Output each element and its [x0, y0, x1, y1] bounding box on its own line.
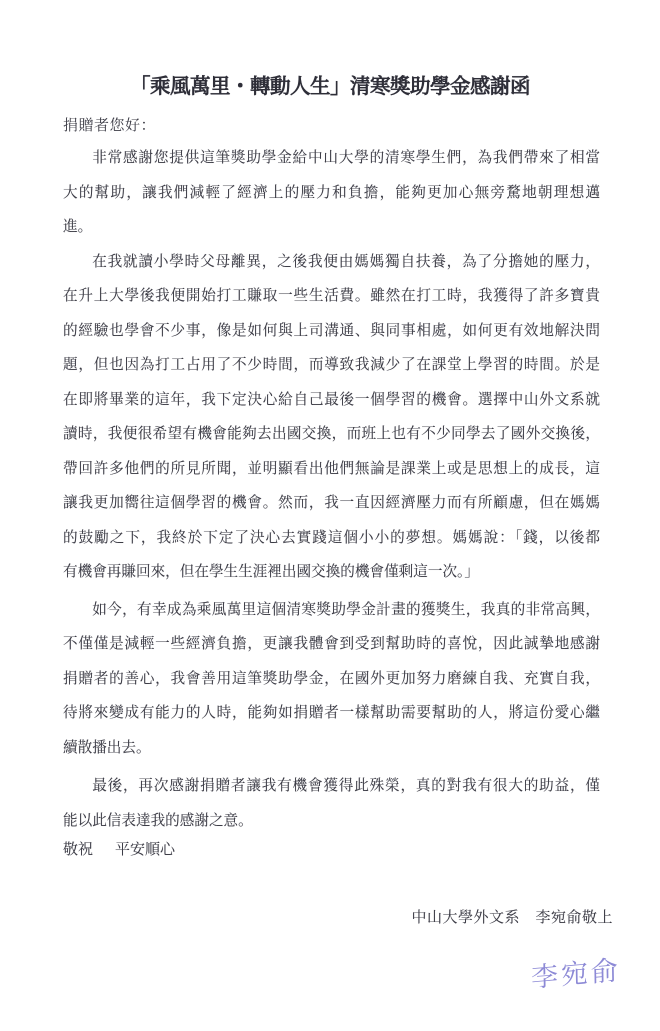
- letter-line: 大的幫助，讓我們減輕了經濟上的壓力和負擔，能夠更加心無旁騖地朝理想邁: [63, 184, 600, 201]
- closing-blessing: 平安順心: [115, 842, 176, 858]
- letter-line: 的鼓勵之下，我終於下定了決心去實踐這個小小的夢想。媽媽說：「錢，以後都: [63, 529, 600, 546]
- letter-title: 「乘風萬里・轉動人生」清寒獎助學金感謝函: [130, 76, 530, 98]
- letter-line: 在升上大學後我便開始打工賺取一些生活費。雖然在打工時，我獲得了許多寶貴: [63, 288, 600, 304]
- letter-line: 能以此信表達我的感謝之意。: [63, 812, 253, 829]
- letter-line: 非常感謝您提供這筆獎助學金給中山大學的清寒學生們，為我們帶來了相當: [92, 150, 600, 166]
- letter-salutation: 捐贈者您好：: [63, 118, 157, 134]
- paragraph-1: [63, 141, 600, 245]
- letter-line: 題，但也因為打工占用了不少時間，而導致我減少了在課堂上學習的時間。於是: [63, 357, 600, 373]
- letter-signoff: 中山大學外文系 李宛俞敬上: [411, 910, 613, 926]
- closing-prefix: 敬祝: [63, 842, 94, 858]
- letter-line: 在我就讀小學時父母離異，之後我便由媽媽獨自扶養，為了分擔她的壓力，: [92, 253, 600, 270]
- letter-line: 續散播出去。: [63, 739, 151, 756]
- letter-line: 如今，有幸成為乘風萬里這個清寒獎助學金計畫的獲獎生，我真的非常高興，: [92, 601, 600, 618]
- letter-line: 有機會再賺回來，但在學生生涯裡出國交換的機會僅剩這一次。」: [63, 564, 479, 580]
- letter-line: 讓我更加嚮往這個學習的機會。然而，我一直因經濟壓力而有所顧慮，但在媽媽: [63, 495, 600, 511]
- letter-body: [63, 141, 600, 838]
- letter-line: 捐贈者的善心，我會善用這筆獎助學金，在國外更加努力磨練自我、充實自我，: [63, 670, 600, 687]
- paragraph-3: [63, 593, 600, 766]
- letter-line: 在即將畢業的這年，我下定決心給自己最後一個學習的機會。選擇中山外文系就: [63, 391, 600, 408]
- handwritten-signature: 李宛俞: [530, 955, 621, 994]
- letter-line: 不僅僅是減輕一些經濟負擔，更讓我體會到受到幫助時的喜悅，因此誠摯地感謝: [63, 636, 600, 652]
- paragraph-2: [63, 245, 600, 590]
- letter-line: 待將來變成有能力的人時，能夠如捐贈者一樣幫助需要幫助的人，將這份愛心繼: [63, 705, 600, 721]
- letter-closing: [63, 833, 175, 868]
- letter-line: 最後，再次感謝捐贈者讓我有機會獲得此殊榮，真的對我有很大的助益，僅: [92, 778, 600, 794]
- letter-line: 進。: [63, 219, 93, 235]
- letter-line: 讀時，我便很希望有機會能夠去出國交換，而班上也有不少同學去了國外交換後，: [63, 426, 600, 442]
- paragraph-4: [63, 769, 600, 838]
- letter-line: 帶回許多他們的所見所聞，並明顯看出他們無論是課業上或是思想上的成長，這: [63, 460, 600, 477]
- letter-line: 的經驗也學會不少事，像是如何與上司溝通、與同事相處，如何更有效地解決問: [63, 322, 600, 339]
